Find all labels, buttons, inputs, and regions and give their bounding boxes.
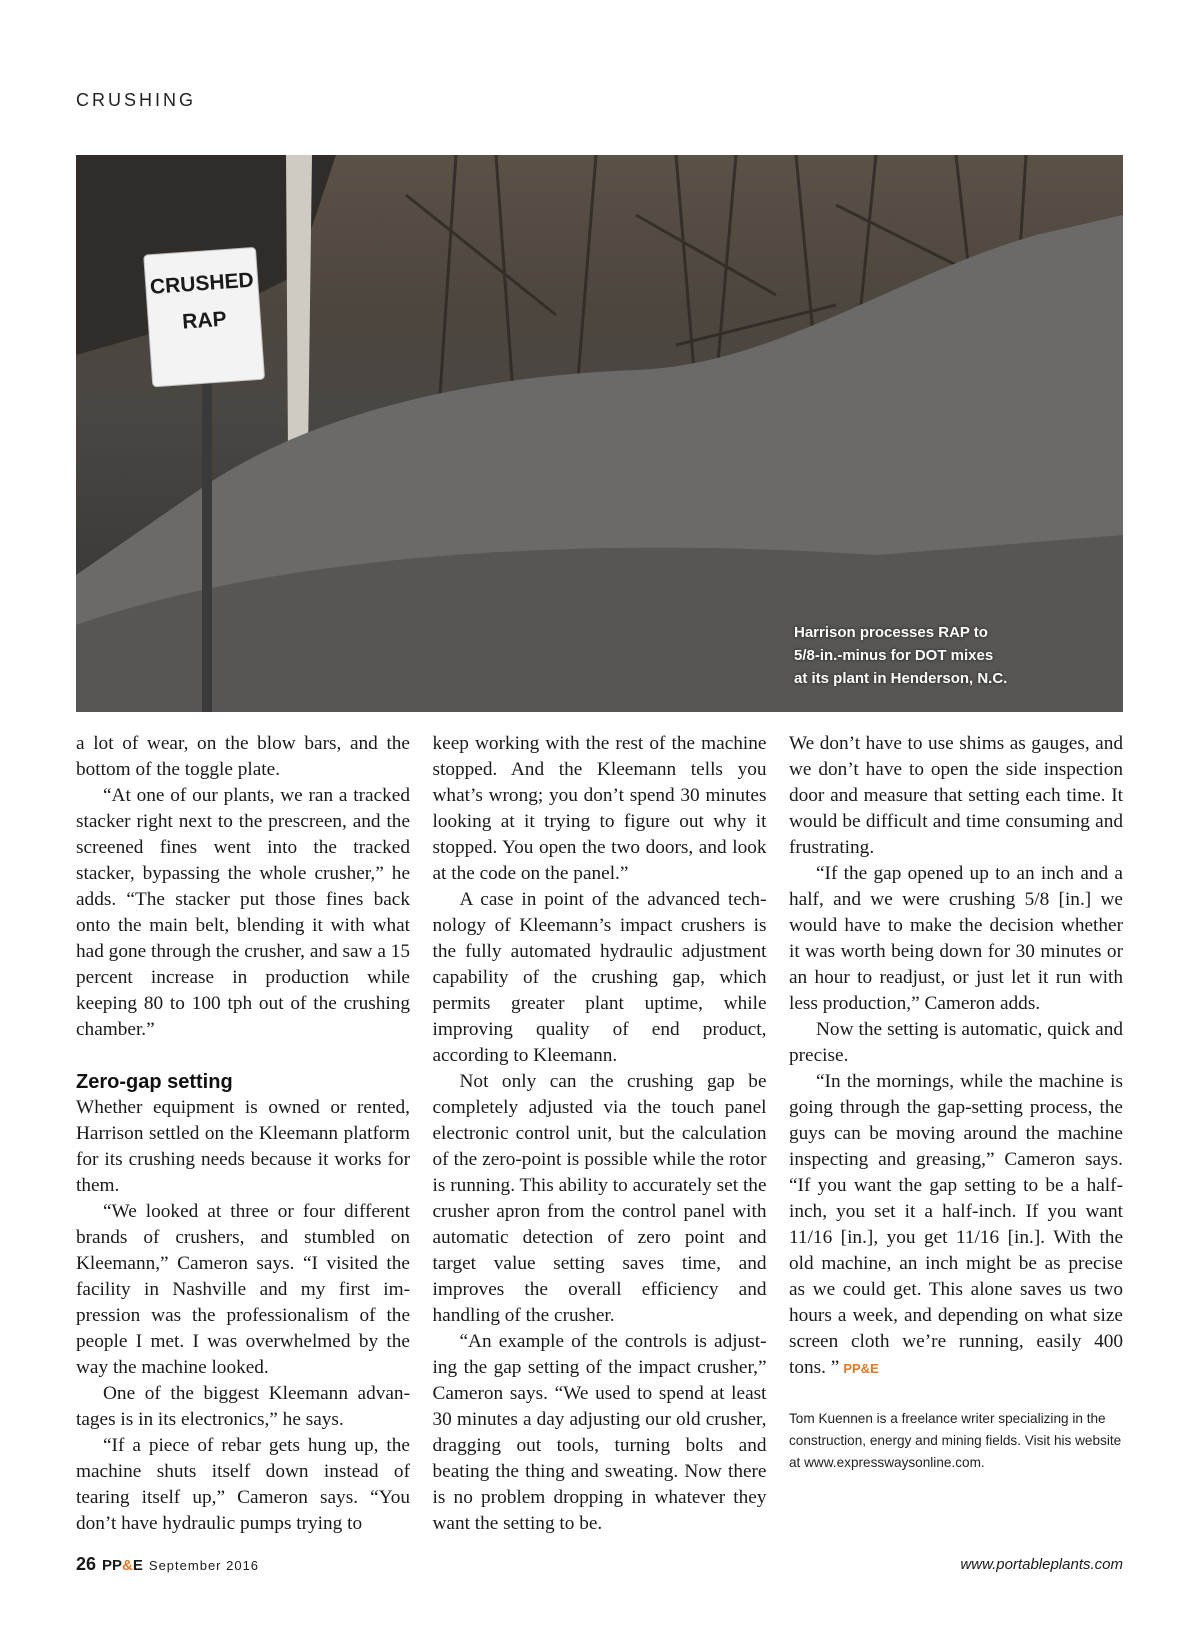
sign-line1: CRUSHED [149,268,255,299]
paragraph: “At one of our plants, we ran a tracked stacker right next to the prescreen, and the screened fines went into the tracked stacker, bypassing the whole crusher,” he adds. “The stacker put those fines back onto the main belt, blending it with what had gone through the crusher, and saw a 15 percent increase in production while keeping 80 to 100 tph out of the crushing chamber.” [76,785,410,1040]
birch-trunk [286,155,312,455]
paragraph: We don’t have to use shims as gauges, and we don’t have to open the side inspection door and measure that setting each time. It would be difficult and time consuming and frustrating. [789,733,1123,858]
paragraph: a lot of wear, on the blow bars, and the bottom of the toggle plate. [76,733,410,780]
closing-text: “In the mornings, while the machine is going through the gap-setting process, the guys can be moving around the machine inspecting and greasing,” Cameron says. “If you want the gap setting to be a half-inch, you set it a half-inch. If you want 11/16 [in.], you get 11/16 [in.]. With the old machine, an inch might be as precise as we could get. This alone saves us two hours a week, and depending on what size screen cloth we’re running, easily 400 tons. ” [789,1071,1123,1378]
paragraph: keep working with the rest of the machine stopped. And the Kleemann tells you what’s wrong; you don’t spend 30 minutes looking at it trying to figure out why it stopped. You open the two doors, and look at the code on the panel.” [432,733,767,884]
paragraph: One of the biggest Kleemann advantages is in its electronics,” he says. [76,1383,410,1430]
publication-amp: & [122,1557,133,1574]
caption-line: 5/8-in.-minus for DOT mixes [794,647,994,664]
paragraph [789,1069,1123,1382]
column-3 [789,731,1123,1521]
subheading: Zero-gap setting [76,1071,233,1093]
paragraph: “We looked at three or four different brands of crushers, and stumbled on Kleemann,” Cameron says. “I visited the facility in Nashville and my first impression was the professionalism of the people I met. I was overwhelmed by the way the machine looked. [76,1201,410,1378]
paragraph: Whether equipment is owned or rented, Harrison settled on the Kleemann platform for its crushing needs because it works for them. [76,1097,410,1196]
paragraph: A case in point of the advanced technology of Kleemann’s impact crushers is the fully automated hydraulic adjustment capability of the crushing gap, which permits greater plant uptime, while improving quality of end product, according to Kleemann. [432,889,767,1066]
author-bio: Tom Kuennen is a freelance writer specializing in the construction, energy and mining fields. Visit his website at www.expresswaysonline.com. [789,1411,1122,1470]
caption-line: Harrison processes RAP to [794,624,988,641]
photo-caption [794,621,1114,690]
end-signoff: PP&E [843,1361,879,1376]
footer-left [76,1554,259,1575]
paragraph: “An example of the controls is adjusting the gap setting of the impact crusher,” Cameron says. “We used to spend at least 30 minutes a day adjusting our old crusher, dragging out tools, turning bolts and beating the thing and sweating. Now there is no problem dropping in whatever they want the setting to be. [432,1331,767,1534]
publication-e: E [132,1557,143,1574]
website-url: www.portableplants.com [960,1556,1123,1573]
page-number: 26 [76,1554,97,1574]
article-body [76,731,1123,1534]
paragraph: “If a piece of rebar gets hung up, the machine shuts itself down instead of tearing itself up,” Cameron says. “You don’t have hydraulic pumps trying to [76,1435,410,1534]
caption-line: at its plant in Henderson, N.C. [794,670,1008,687]
page-footer [76,1554,1123,1578]
paragraph: “If the gap opened up to an inch and a half, and we were crushing 5/8 [in.] we would have to make the decision whether it was worth being down for 30 minutes or an hour to readjust, or just let it run with less production,” Cameron adds. [789,863,1123,1014]
paragraph: Not only can the crushing gap be completely adjusted via the touch panel electronic control unit, but the calculation of the zero-point is possible while the rotor is running. This ability to accurately set the crusher apron from the control panel with automatic detection of zero point and target value setting saves time, and improves the overall efficiency and handling of the crusher. [432,1071,767,1326]
sign-pole [202,381,212,712]
article-photo [76,155,1123,712]
issue-date: September 2016 [148,1558,260,1573]
crushed-rap-sign [144,247,265,386]
column-2 [432,731,767,1534]
publication-pp: PP [102,1557,123,1574]
sign-line2: RAP [181,307,228,334]
paragraph: Now the setting is automatic, quick and precise. [789,1019,1123,1066]
section-label: CRUSHING [76,90,197,110]
column-1 [76,731,410,1534]
